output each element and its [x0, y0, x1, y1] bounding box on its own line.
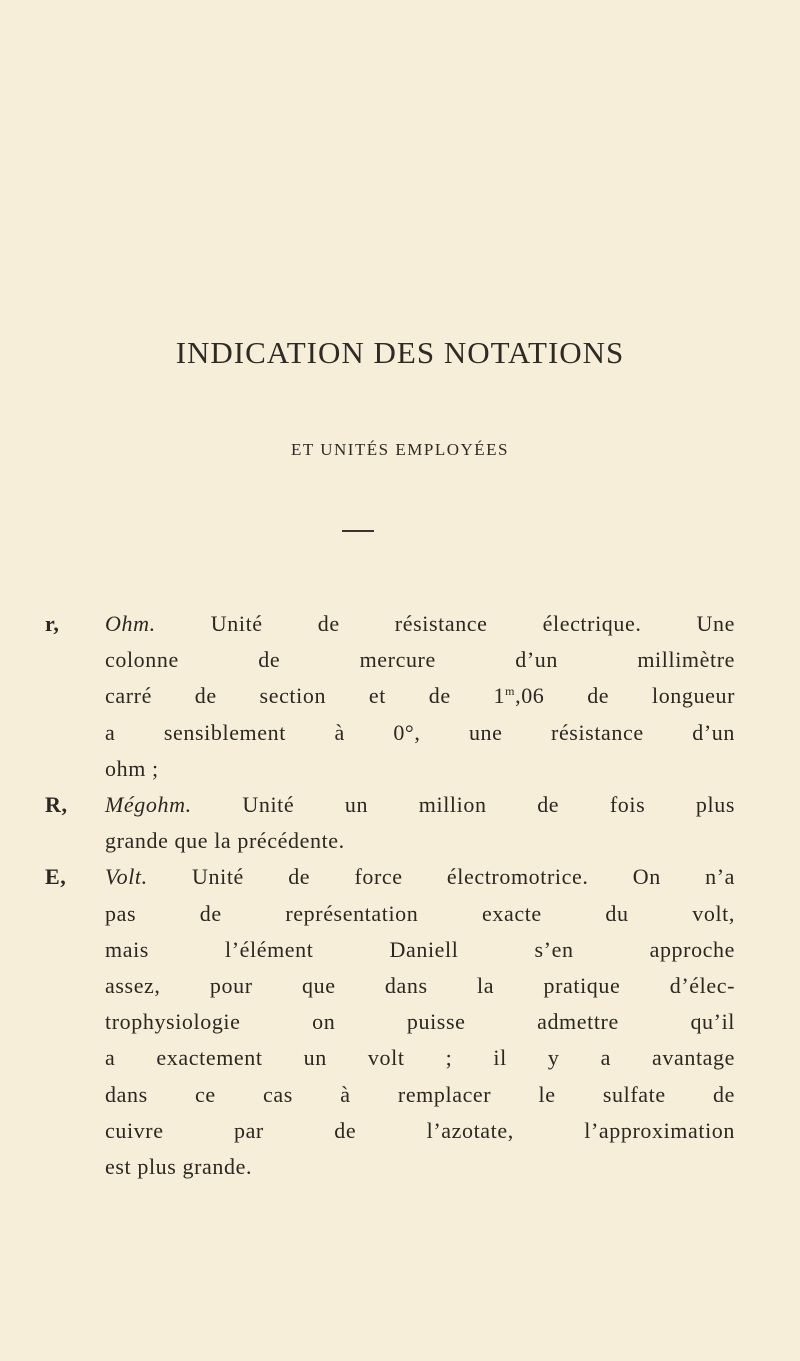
entry-text: ,06 de longueur	[515, 683, 735, 709]
entry-line: pas de représentation exacte du volt,	[105, 900, 735, 926]
entry-line: ohm ;	[105, 755, 159, 781]
superscript-unit: m	[505, 684, 516, 699]
entry-line	[105, 787, 735, 823]
entry-text: Unité de résistance électrique. Une	[210, 611, 735, 636]
entry-line: a exactement un volt ; il y a avantage	[105, 1045, 735, 1071]
notation-term: Mégohm.	[105, 792, 192, 818]
entry-line	[105, 859, 735, 895]
notation-term: Volt.	[105, 864, 148, 890]
entry-text: Unité un million de fois plus	[242, 792, 735, 818]
notation-symbol: R,	[45, 792, 68, 818]
entry-line: trophysiologie on puisse admettre qu’il	[105, 1009, 735, 1035]
entry-text: Unité de force électromotrice. On n’a	[192, 864, 735, 890]
notation-term: Ohm.	[105, 611, 156, 636]
entry-line: cuivre par de l’azotate, l’approximation	[105, 1117, 735, 1143]
notation-entry-volt	[45, 859, 735, 1185]
entry-line: grande que la précédente.	[105, 828, 345, 854]
entry-line: est plus grande.	[105, 1154, 253, 1180]
entry-line: mais l’élément Daniell s’en approche	[105, 936, 735, 962]
notation-list	[45, 606, 735, 1185]
entry-line	[105, 678, 735, 714]
notation-entry-ohm	[45, 606, 735, 787]
page-subtitle: ET UNITÉS EMPLOYÉES	[290, 440, 509, 459]
page-title: INDICATION DES NOTATIONS	[175, 335, 625, 370]
notation-symbol: r,	[45, 611, 60, 636]
entry-line: a sensiblement à 0°, une résistance d’un	[105, 719, 735, 745]
notation-entry-megohm	[45, 787, 735, 859]
notation-symbol: E,	[45, 864, 67, 890]
entry-line	[105, 606, 735, 642]
entry-line: colonne de mercure d’un millimètre	[105, 647, 735, 673]
entry-line: assez, pour que dans la pratique d’élec-	[105, 973, 735, 999]
separator-rule	[342, 530, 374, 532]
entry-text: carré de section et de 1	[105, 683, 506, 709]
entry-line: dans ce cas à remplacer le sulfate de	[105, 1081, 735, 1107]
